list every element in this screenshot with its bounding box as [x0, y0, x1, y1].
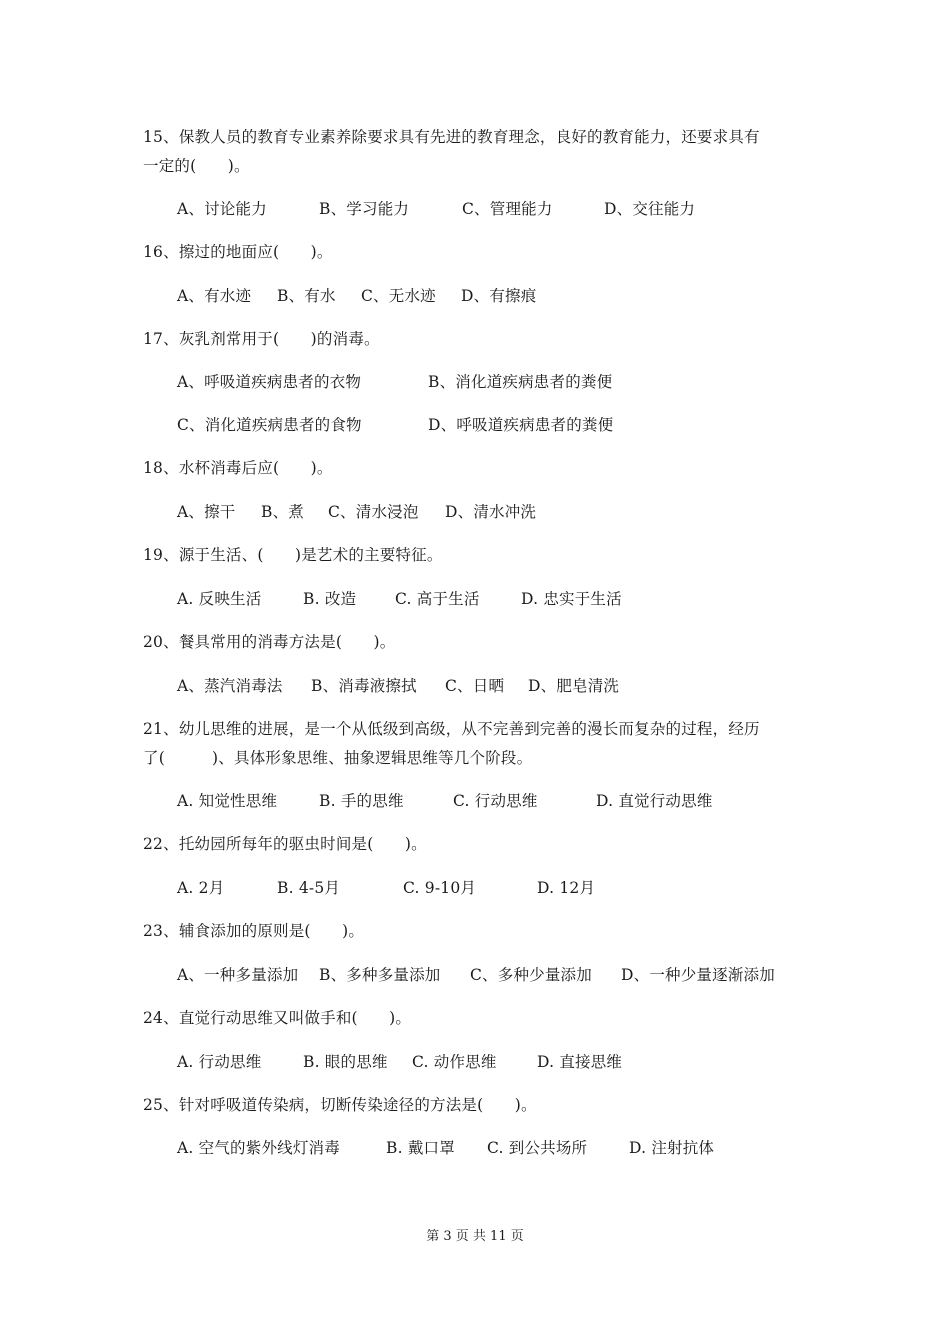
question-19-option-b: B. 改造 [303, 590, 357, 608]
question-21-option-c: C. 行动思维 [453, 792, 538, 810]
question-15-option-b: B、学习能力 [319, 200, 410, 218]
question-17-option-a: A、呼吸道疾病患者的衣物 [177, 373, 362, 391]
question-24-line-1: 24、直觉行动思维又叫做手和( )。 [143, 1009, 412, 1027]
question-18-option-b: B、煮 [261, 503, 304, 521]
question-15-line-2: 一定的( )。 [143, 157, 250, 175]
question-16-option-b: B、有水 [277, 287, 336, 305]
question-23-option-a: A、一种多量添加 [177, 966, 299, 984]
question-16-option-a: A、有水迹 [177, 287, 252, 305]
question-15-option-d: D、交往能力 [604, 200, 696, 218]
question-20-line-1: 20、餐具常用的消毒方法是( )。 [143, 633, 396, 651]
question-25-line-1: 25、针对呼吸道传染病，切断传染途径的方法是( )。 [143, 1096, 537, 1114]
question-16-option-d: D、有擦痕 [461, 287, 537, 305]
question-18-option-d: D、清水冲洗 [445, 503, 537, 521]
question-19-option-c: C. 高于生活 [395, 590, 480, 608]
question-23-option-c: C、多种少量添加 [470, 966, 592, 984]
question-21-line-1: 21、幼儿思维的进展，是一个从低级到高级，从不完善到完善的漫长而复杂的过程，经历 [143, 720, 760, 738]
question-18-line-1: 18、水杯消毒后应( )。 [143, 459, 333, 477]
question-22-option-d: D. 12月 [537, 879, 596, 897]
question-25-option-d: D. 注射抗体 [629, 1139, 715, 1157]
question-23-option-b: B、多种多量添加 [319, 966, 441, 984]
question-25-option-c: C. 到公共场所 [487, 1139, 588, 1157]
question-19-option-d: D. 忠实于生活 [521, 590, 622, 608]
question-24-option-b: B. 眼的思维 [303, 1053, 388, 1071]
question-24-option-d: D. 直接思维 [537, 1053, 623, 1071]
question-16-option-c: C、无水迹 [361, 287, 436, 305]
question-17-line-1: 17、灰乳剂常用于( )的消毒。 [143, 330, 380, 348]
question-15-line-1: 15、保教人员的教育专业素养除要求具有先进的教育理念，良好的教育能力，还要求具有 [143, 128, 760, 146]
question-18-option-c: C、清水浸泡 [328, 503, 419, 521]
page-footer: 第 3 页 共 11 页 [426, 1229, 524, 1244]
question-24-option-c: C. 动作思维 [412, 1053, 497, 1071]
question-24-option-a: A. 行动思维 [177, 1053, 262, 1071]
question-21-option-b: B. 手的思维 [319, 792, 404, 810]
question-21-option-d: D. 直觉行动思维 [596, 792, 713, 810]
question-22-option-b: B. 4-5月 [277, 879, 341, 897]
question-22-option-c: C. 9-10月 [403, 879, 477, 897]
question-16-line-1: 16、擦过的地面应( )。 [143, 243, 333, 261]
question-18-option-a: A、擦干 [177, 503, 236, 521]
question-23-line-1: 23、辅食添加的原则是( )。 [143, 922, 365, 940]
question-20-option-c: C、日晒 [445, 677, 505, 695]
question-17-option-d: D、呼吸道疾病患者的粪便 [428, 416, 614, 434]
question-23-option-d: D、一种少量逐渐添加 [621, 966, 775, 984]
question-17-option-b: B、消化道疾病患者的粪便 [428, 373, 613, 391]
question-20-option-b: B、消毒液擦拭 [311, 677, 417, 695]
question-21-option-a: A. 知觉性思维 [177, 792, 278, 810]
question-22-line-1: 22、托幼园所每年的驱虫时间是( )。 [143, 835, 427, 853]
question-22-option-a: A. 2月 [177, 879, 225, 897]
question-15-option-c: C、管理能力 [462, 200, 553, 218]
question-20-option-a: A、蒸汽消毒法 [177, 677, 283, 695]
question-17-option-c: C、消化道疾病患者的食物 [177, 416, 362, 434]
question-19-option-a: A. 反映生活 [177, 590, 262, 608]
question-21-line-2: 了( )、具体形象思维、抽象逻辑思维等几个阶段。 [143, 749, 533, 767]
question-20-option-d: D、肥皂清洗 [528, 677, 620, 695]
question-25-option-b: B. 戴口罩 [386, 1139, 455, 1157]
question-19-line-1: 19、源于生活、( )是艺术的主要特征。 [143, 546, 443, 564]
question-15-option-a: A、讨论能力 [177, 200, 267, 218]
question-25-option-a: A. 空气的紫外线灯消毒 [177, 1139, 340, 1157]
